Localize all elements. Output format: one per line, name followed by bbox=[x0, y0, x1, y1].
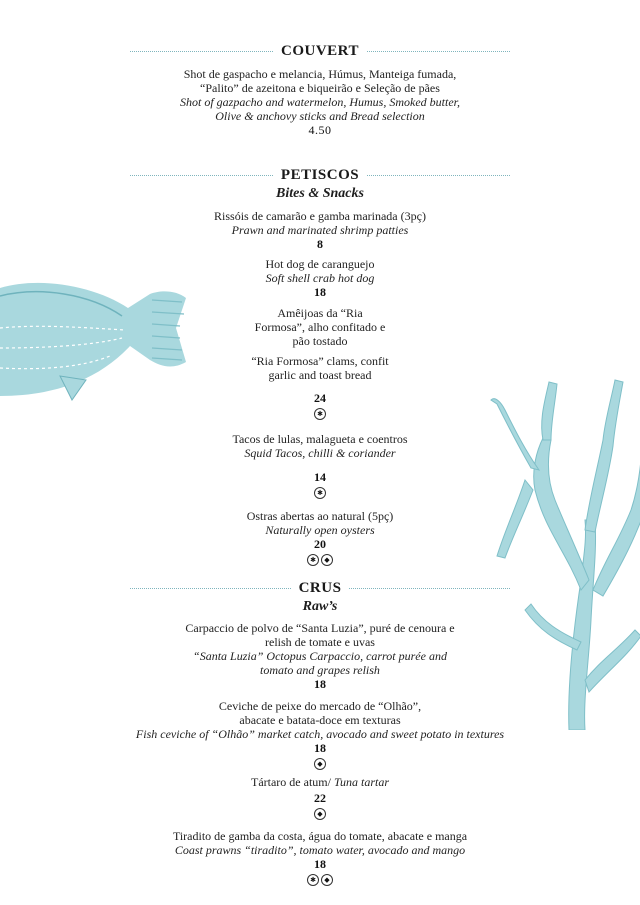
menu-item bbox=[0, 775, 640, 820]
item-name-en: Coast prawns “tiradito”, tomato water, avocado and mango bbox=[174, 843, 466, 857]
divider bbox=[130, 588, 291, 589]
allergen-icons bbox=[0, 758, 640, 770]
item-name-pt: Rissóis de camarão e gamba marinada (3pç) bbox=[214, 209, 426, 223]
shellfish-allergen-icon: ✱ bbox=[307, 874, 319, 886]
item-name-pt: relish de tomate e uvas bbox=[265, 635, 375, 649]
item-name-en: “Ria Formosa” clams, confit bbox=[251, 354, 389, 368]
menu-item bbox=[0, 621, 640, 692]
item-name-en: Olive & anchovy sticks and Bread selection bbox=[215, 109, 425, 123]
item-name-pt: Carpaccio de polvo de “Santa Luzia”, puré de cenoura e bbox=[185, 621, 455, 635]
petiscos-header bbox=[130, 167, 510, 184]
item-name-pt: Hot dog de caranguejo bbox=[265, 257, 375, 271]
menu-item bbox=[0, 829, 640, 886]
item-name-en: Shot of gazpacho and watermelon, Humus, Smoked butter, bbox=[180, 95, 460, 109]
item-name-en: Tuna tartar bbox=[333, 775, 389, 789]
divider bbox=[367, 51, 510, 52]
fish-allergen-icon: ◆ bbox=[314, 808, 326, 820]
item-price: 8 bbox=[317, 237, 323, 251]
item-name-en: Soft shell crab hot dog bbox=[265, 271, 375, 285]
item-name-pt: Amêijoas da “Ria bbox=[277, 306, 363, 320]
item-name-pt: “Palito” de azeitona e biqueirão e Seleção de pães bbox=[200, 81, 440, 95]
divider bbox=[130, 51, 273, 52]
couvert-header bbox=[130, 43, 510, 60]
item-name-combined: Tártaro de atum/ Tuna tartar bbox=[250, 775, 389, 789]
item-name-en: garlic and toast bread bbox=[268, 368, 372, 382]
crus-title: CRUS bbox=[298, 580, 342, 596]
divider bbox=[367, 175, 510, 176]
petiscos-title: PETISCOS bbox=[280, 167, 360, 183]
item-name-pt: Ostras abertas ao natural (5pç) bbox=[246, 509, 394, 523]
shellfish-allergen-icon: ✱ bbox=[314, 408, 326, 420]
item-name-pt: Shot de gaspacho e melancia, Húmus, Manteiga fumada, bbox=[183, 67, 457, 81]
allergen-icons bbox=[0, 487, 640, 499]
item-name-en: Squid Tacos, chilli & coriander bbox=[244, 446, 396, 460]
petiscos-subtitle: Bites & Snacks bbox=[276, 186, 364, 201]
item-name-pt: Formosa”, alho confitado e bbox=[254, 320, 386, 334]
menu-item bbox=[0, 509, 640, 566]
fish-allergen-icon: ◆ bbox=[314, 758, 326, 770]
item-name-pt: abacate e batata-doce em texturas bbox=[239, 713, 401, 727]
item-name-en: Prawn and marinated shrimp patties bbox=[231, 223, 409, 237]
item-price: 4.50 bbox=[308, 123, 332, 137]
item-price: 18 bbox=[314, 285, 326, 299]
item-price: 24 bbox=[314, 391, 326, 405]
couvert-title: COUVERT bbox=[281, 43, 359, 59]
allergen-icons bbox=[0, 808, 640, 820]
allergen-icons bbox=[0, 874, 640, 886]
item-name-pt: Tártaro de atum bbox=[250, 775, 328, 789]
item-name-pt: pão tostado bbox=[292, 334, 348, 348]
menu-item bbox=[0, 209, 640, 252]
item-price: 18 bbox=[314, 741, 326, 755]
item-price: 20 bbox=[314, 537, 326, 551]
item-name-en: “Santa Luzia” Octopus Carpaccio, carrot purée and bbox=[193, 649, 447, 663]
fish-allergen-icon: ◆ bbox=[321, 554, 333, 566]
item-name-pt: Tacos de lulas, malagueta e coentros bbox=[232, 432, 408, 446]
allergen-icons bbox=[0, 554, 640, 566]
item-name-pt: Ceviche de peixe do mercado de “Olhão”, bbox=[218, 699, 422, 713]
item-name-en: Fish ceviche of “Olhão” market catch, avocado and sweet potato in textures bbox=[135, 727, 505, 741]
shellfish-allergen-icon: ✱ bbox=[314, 487, 326, 499]
menu-item bbox=[0, 699, 640, 770]
item-price: 22 bbox=[314, 791, 326, 805]
item-price: 18 bbox=[314, 677, 326, 691]
item-name-en: tomato and grapes relish bbox=[260, 663, 380, 677]
fish-allergen-icon: ◆ bbox=[321, 874, 333, 886]
divider bbox=[130, 175, 273, 176]
allergen-icons bbox=[0, 408, 640, 420]
divider bbox=[349, 588, 510, 589]
item-name-pt: Tiradito de gamba da costa, água do tomate, abacate e manga bbox=[172, 829, 468, 843]
item-price: 14 bbox=[314, 470, 326, 484]
couvert-item bbox=[0, 67, 640, 138]
crus-subtitle: Raw’s bbox=[302, 599, 338, 614]
shellfish-allergen-icon: ✱ bbox=[307, 554, 319, 566]
crus-header bbox=[130, 580, 510, 597]
menu-item bbox=[0, 257, 640, 300]
menu-item bbox=[0, 432, 640, 499]
menu-item bbox=[0, 306, 640, 420]
item-name-en: Naturally open oysters bbox=[265, 523, 375, 537]
item-price: 18 bbox=[314, 857, 326, 871]
